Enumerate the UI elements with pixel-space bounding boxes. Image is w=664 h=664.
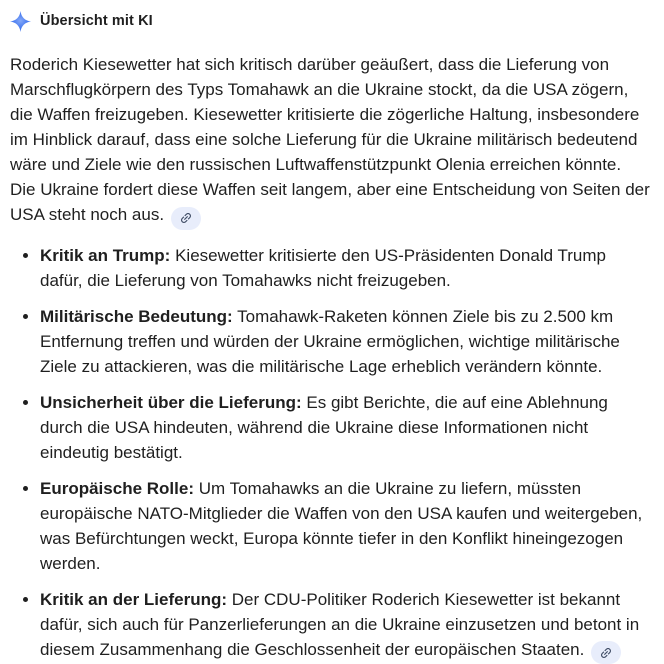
bullet-text: Um Tomahawks an die Ukraine zu liefern, müssten europäische NATO-Mitglieder die Waffen von den USA kaufen und weitergeben, was Befürchtungen weckt, Europa könnte tiefer in den Konflikt hineingezogen werden. bbox=[40, 479, 642, 573]
summary-text: Roderich Kiesewetter hat sich kritisch darüber geäußert, dass die Lieferung von Marschflugkörpern des Typs Tomahawk an die Ukraine stockt, da die USA zögern, die Waffen freizugeben. Kiesewetter kritisierte die zögerliche Haltung, insbesondere im Hinblick darauf, dass eine solche Lieferung für die Ukraine militärisch bedeutend wäre und Ziele wie den russischen Luftwaffenstützpunkt Olenia erreichen könnte. Die Ukraine fordert diese Waffen seit langem, aber eine Entscheidung von Seiten der USA steht noch aus. bbox=[10, 55, 650, 224]
bullet-text: Der CDU-Politiker Roderich Kiesewetter ist bekannt dafür, sich auch für Panzerlieferungen an die Ukraine einzusetzen und betont in diesem Zusammenhang die Geschlossenheit der europäischen Staaten. bbox=[40, 590, 639, 659]
ai-overview-header bbox=[10, 10, 650, 32]
list-item bbox=[10, 390, 650, 465]
citation-chip[interactable] bbox=[171, 207, 201, 230]
gemini-sparkle-icon bbox=[10, 11, 31, 32]
citation-chip[interactable] bbox=[591, 641, 621, 664]
bullet-lead: Europäische Rolle: bbox=[40, 479, 194, 498]
bullet-text: Es gibt Berichte, die auf eine Ablehnung durch die USA hindeuten, während die Ukraine diese Informationen nicht eindeutig bestätigt. bbox=[40, 393, 608, 462]
ai-overview-title: Übersicht mit KI bbox=[40, 13, 153, 29]
bullet-lead: Kritik an der Lieferung: bbox=[40, 590, 227, 609]
bullet-lead: Kritik an Trump: bbox=[40, 246, 170, 265]
bullet-lead: Unsicherheit über die Lieferung: bbox=[40, 393, 302, 412]
list-item bbox=[10, 243, 650, 293]
bullet-text: Tomahawk-Raketen können Ziele bis zu 2.500 km Entfernung treffen und würden der Ukraine ermöglichen, wichtige militärische Ziele zu attackieren, was die militärische Lage erheblich verändern könnte. bbox=[40, 307, 620, 376]
list-item bbox=[10, 476, 650, 576]
link-icon bbox=[596, 643, 616, 663]
key-points-list bbox=[10, 243, 650, 664]
list-item bbox=[10, 587, 650, 664]
bullet-lead: Militärische Bedeutung: bbox=[40, 307, 233, 326]
list-item bbox=[10, 304, 650, 379]
summary-paragraph bbox=[10, 52, 650, 230]
link-icon bbox=[176, 208, 196, 228]
bullet-text: Kiesewetter kritisierte den US-Präsidenten Donald Trump dafür, die Lieferung von Tomahawks nicht freizugeben. bbox=[40, 246, 606, 290]
